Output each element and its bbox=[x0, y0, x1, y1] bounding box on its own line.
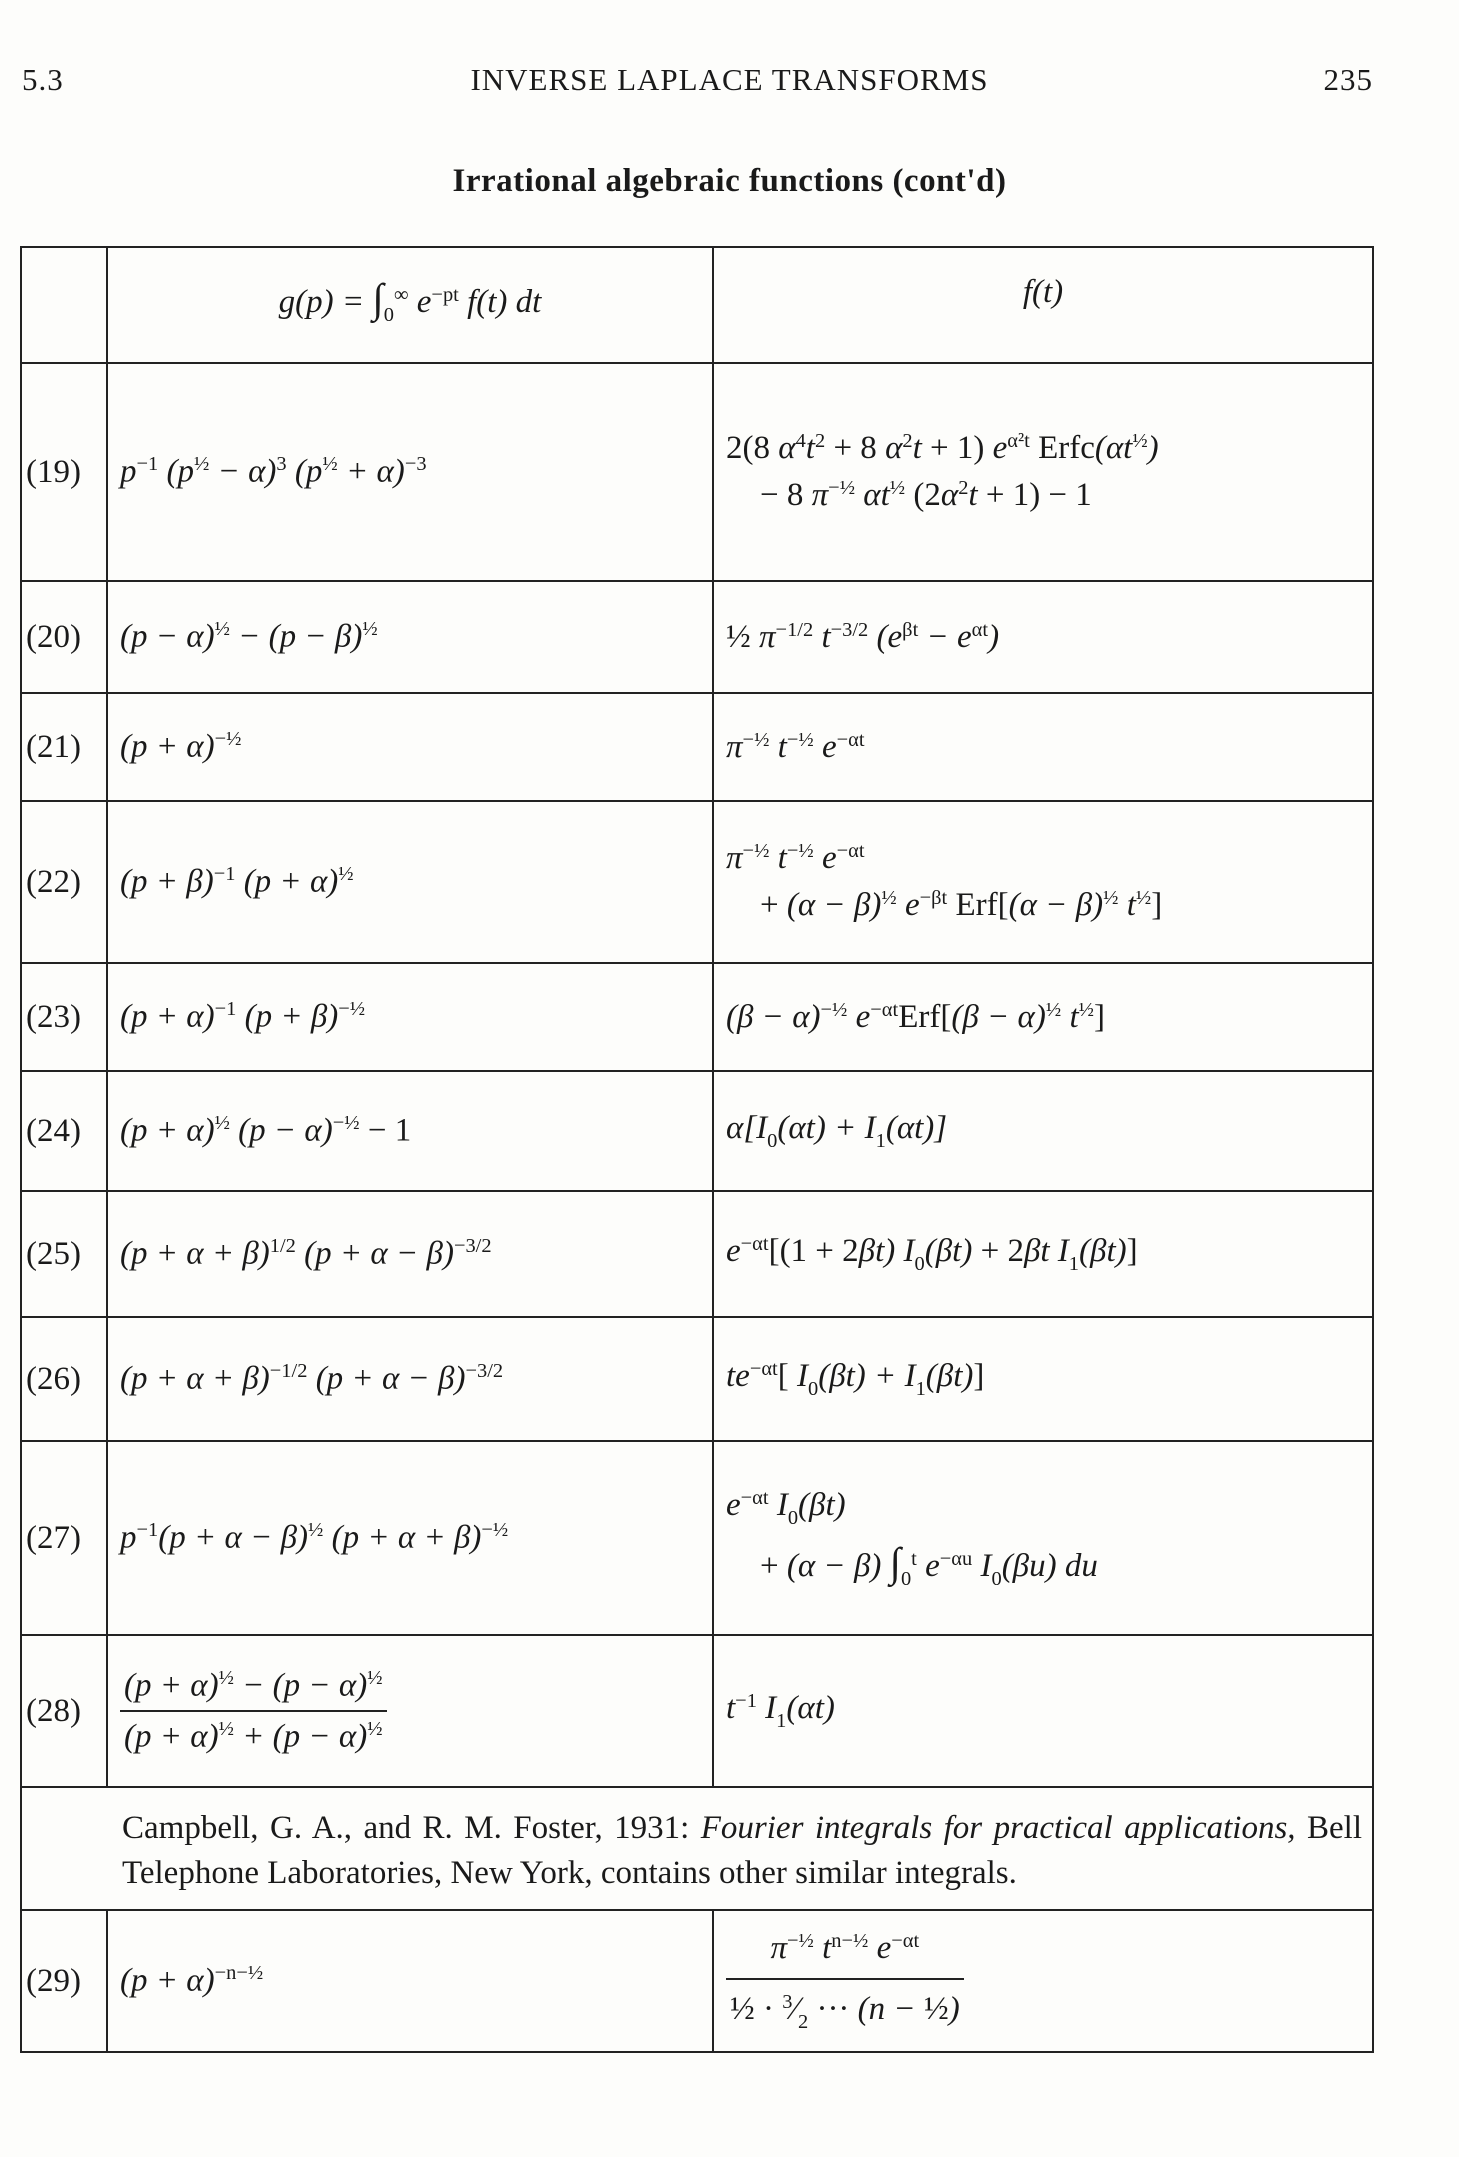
table-row bbox=[21, 363, 1373, 581]
table-row bbox=[21, 1317, 1373, 1441]
f-expression: $\pi^{-\frac{1}{2}}$ $t^{-\frac{1}{2}}$ $e^{-\alpha t}$ bbox=[713, 693, 1373, 801]
g-expression: $(p + \beta)^{-1}$ $(p + \alpha)^{\frac{1}{2}}$ bbox=[107, 801, 713, 963]
page-number: 235 bbox=[1323, 62, 1373, 97]
row-number: (26) bbox=[21, 1317, 107, 1441]
f-expression: $te^{-\alpha t}$[ $I_0(\beta t) + I_1(\beta t)$] bbox=[713, 1317, 1373, 1441]
note-publisher: Bell Telephone Laboratories, New York, bbox=[122, 1810, 1362, 1891]
g-expression: $p^{-1}(p + \alpha - \beta)^{\frac{1}{2}}$ $(p + \alpha + \beta)^{-\frac{1}{2}}$ bbox=[107, 1441, 713, 1635]
laplace-transform-table bbox=[20, 246, 1374, 2053]
f-expression: $e^{-\alpha t}[(1 + 2\beta t) I_0(\beta t) + 2\beta t$ $I_1(\beta t)$] bbox=[713, 1191, 1373, 1317]
table-row bbox=[21, 963, 1373, 1071]
reference-note bbox=[21, 1787, 1373, 1910]
row-number: (24) bbox=[21, 1071, 107, 1191]
g-expression: $(p + \alpha)^{-1}$ $(p + \beta)^{-\frac{1}{2}}$ bbox=[107, 963, 713, 1071]
row-number: (19) bbox=[21, 363, 107, 581]
g-expression: $p^{-1}$ $(p^{\frac{1}{2}} - \alpha)^3$ $(p^{\frac{1}{2}} + \alpha)^{-3}$ bbox=[107, 363, 713, 581]
note-authors: Campbell, G. A., and R. M. Foster, 1931: bbox=[122, 1810, 690, 1846]
header-f-cell: f(t) bbox=[713, 247, 1373, 363]
table-row bbox=[21, 1191, 1373, 1317]
f-expression: $t^{-1}$ $I_1(\alpha t)$ bbox=[713, 1635, 1373, 1787]
section-number: 5.3 bbox=[22, 62, 64, 97]
g-expression: $(p + \alpha + \beta)^{-1/2}$ $(p + \alpha - \beta)^{-3/2}$ bbox=[107, 1317, 713, 1441]
row-number: (23) bbox=[21, 963, 107, 1071]
f-expression: $\alpha[I_0(\alpha t) + I_1(\alpha t)]$ bbox=[713, 1071, 1373, 1191]
running-title: INVERSE LAPLACE TRANSFORMS bbox=[470, 62, 989, 97]
f-expression: ½ $\pi^{-1/2}$ $t^{-3/2}$ $(e^{\beta t} - e^{\alpha t})$ bbox=[713, 581, 1373, 693]
row-number: (29) bbox=[21, 1910, 107, 2052]
table-row bbox=[21, 1910, 1373, 2052]
note-book-title: Fourier integrals for practical applications, bbox=[700, 1810, 1296, 1846]
row-number: (27) bbox=[21, 1441, 107, 1635]
header-number-cell bbox=[21, 247, 107, 363]
f-expression: $(\beta - \alpha)^{-\frac{1}{2}}$ $e^{-\alpha t}Erf[(\beta - \alpha)^{\frac{1}{2}}$ $t^{\frac{1}{2}}$] bbox=[713, 963, 1373, 1071]
f-expression: $\frac{\pi^{-\frac{1}{2}} t^{n-\frac{1}{2}} e^{-\alpha t}}{\frac{1}{2} \cdot ^3⁄_2 \cdot\cdot\cdot (n - \frac{1}{2})}$ bbox=[713, 1910, 1373, 2052]
g-expression: $(p - \alpha)^{\frac{1}{2}} - (p - \beta)^{\frac{1}{2}}$ bbox=[107, 581, 713, 693]
note-ending: contains other similar integrals. bbox=[600, 1854, 1017, 1891]
g-expression: $\frac{(p + \alpha)^{\frac{1}{2}} - (p - \alpha)^{\frac{1}{2}}}{(p + \alpha)^{\frac{1}{2}} + (p - \alpha)^{\frac{1}{2}}}$ bbox=[107, 1635, 713, 1787]
row-number: (20) bbox=[21, 581, 107, 693]
g-expression: $(p + \alpha)^{\frac{1}{2}}$ $(p - \alpha)^{-\frac{1}{2}} - 1$ bbox=[107, 1071, 713, 1191]
table-row bbox=[21, 1635, 1373, 1787]
g-expression: $(p + \alpha)^{-\frac{1}{2}}$ bbox=[107, 693, 713, 801]
f-expression: $\pi^{-\frac{1}{2}}$ $t^{-\frac{1}{2}}$ $e^{-\alpha t}$ + $(\alpha - \beta)^{\frac{1}{2}}$ $e^{-\beta t}$ $Erf[(\alpha - \beta)^{\frac{1}{2}}$ $t^{\frac{1}{2}}$] bbox=[713, 801, 1373, 963]
row-number: (28) bbox=[21, 1635, 107, 1787]
row-number: (22) bbox=[21, 801, 107, 963]
g-expression: $(p + \alpha + \beta)^{1/2}$ $(p + \alpha - \beta)^{-3/2}$ bbox=[107, 1191, 713, 1317]
row-number: (21) bbox=[21, 693, 107, 801]
table-row bbox=[21, 581, 1373, 693]
table-row bbox=[21, 1071, 1373, 1191]
row-number: (25) bbox=[21, 1191, 107, 1317]
f-expression: $e^{-\alpha t}$ $I_0(\beta t)$ + (α − β) $\int_0^t$ $e^{-\alpha u}$ $I_0(\beta u)$ du bbox=[713, 1441, 1373, 1635]
table-row bbox=[21, 801, 1373, 963]
f-expression: 2(8 $\alpha^4t^2 + 8$ $\alpha^2t + 1$) $e^{\alpha^2t}$ $Erfc(\alpha t^{\frac{1}{2}})$ − 8 $\pi^{-\frac{1}{2}}$ $\alpha t^{\frac{1}{2}}$ $(2\alpha^2t + 1) - 1$ bbox=[713, 363, 1373, 581]
table-row bbox=[21, 693, 1373, 801]
table-title: Irrational algebraic functions (cont'd) bbox=[452, 163, 1007, 199]
table-header-row bbox=[21, 247, 1373, 363]
g-expression: $(p + \alpha)^{-n-\frac{1}{2}}$ bbox=[107, 1910, 713, 2052]
reference-note-row bbox=[21, 1787, 1373, 1910]
header-g-cell: $g(p) = \int_0^\infty$ $e^{-pt}$ f(t) dt bbox=[107, 247, 713, 363]
table-row bbox=[21, 1441, 1373, 1635]
